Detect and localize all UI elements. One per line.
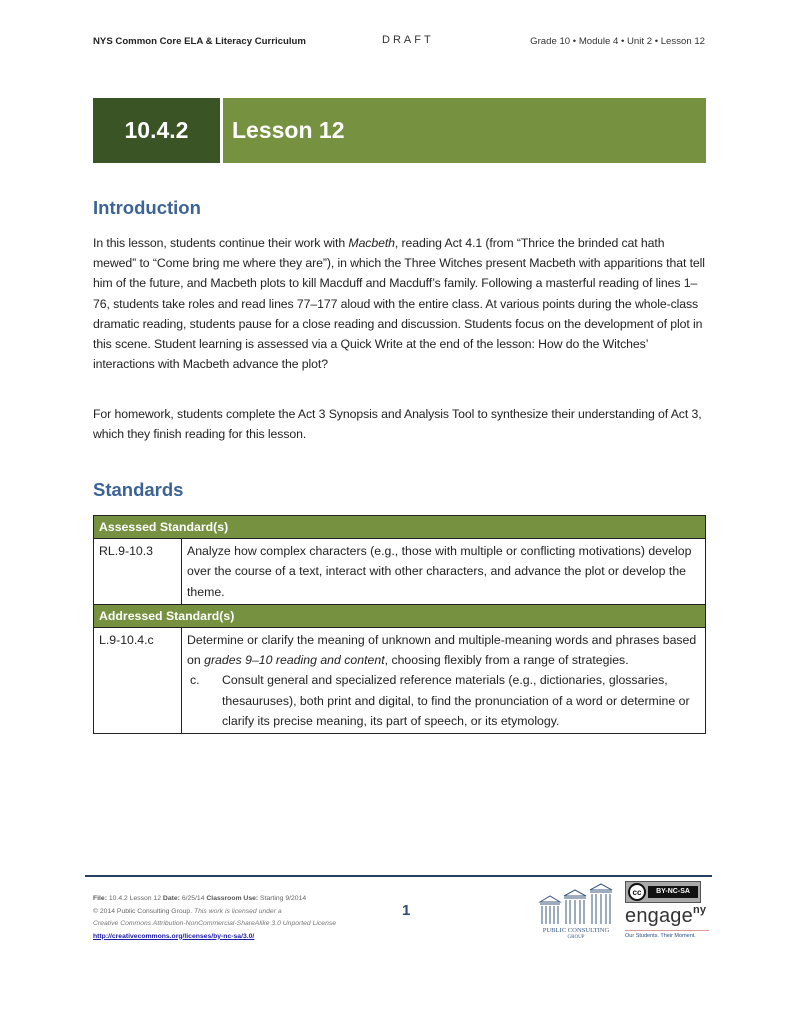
intro-text-cont: , reading Act 4.1 (from “Thrice the brinded cat hath mewed” to “Come bring me where they are”), in which the Three Witches present Macbeth with apparitions that tell him of the future, and Macbeth plots to kill Macduff and Macduff’s family. Following a masterful reading of lines 1–76, students take roles and read lines 77–177 aloud with the entire class. At various points during the whole-class dramatic reading, students pause for a close reading and discussion. Students focus on the development of plot in this scene. Student learning is assessed via a Quick Write at the end of the lesson: How do the Witches’ interactions with Macbeth advance the plot? (93, 236, 705, 372)
assessed-header: Assessed Standard(s) (94, 516, 706, 539)
footer-divider (85, 875, 712, 877)
sub-standard-text: Consult general and specialized reference materials (e.g., dictionaries, glossaries, thesauruses), both print and digital, to find the pronunciation of a word or determine or clarify its precise meaning, its part of speech, or its etymology. (222, 673, 690, 728)
homework-paragraph: For homework, students complete the Act 3 Synopsis and Analysis Tool to synthesize their understanding of Act 3, which they finish reading for this lesson. (93, 407, 702, 442)
introduction-heading: Introduction (93, 197, 201, 218)
engage-text: engage (625, 905, 693, 927)
table-row (94, 628, 706, 734)
lesson-title-block: Lesson 12 (223, 98, 706, 163)
draft-label: DRAFT (382, 34, 434, 46)
standard-code: RL.9-10.3 (94, 539, 182, 605)
lesson-number-block: 10.4.2 (93, 98, 220, 163)
license-text: This work is licensed under a (193, 907, 282, 915)
table-row (94, 539, 706, 605)
engage-ny-sup: ny (692, 904, 707, 916)
standards-table (93, 515, 706, 734)
date-value: 6/25/14 (181, 895, 205, 902)
file-label: File: (93, 895, 107, 902)
license-link[interactable]: http://creativecommons.org/licenses/by-nc-sa/3.0/ (93, 932, 255, 940)
intro-text-italic-title: Macbeth (348, 236, 395, 250)
standard-text (187, 630, 700, 670)
page-number: 1 (402, 902, 411, 919)
standard-text: Analyze how complex characters (e.g., those with multiple or conflicting motivations) develop over the course of a text, interact with other characters, and advance the plot or develop the theme. (182, 539, 706, 605)
license-link-line (93, 931, 336, 944)
use-label: Classroom Use: (206, 895, 259, 902)
date-label: Date: (162, 895, 180, 902)
lesson-location: Grade 10 • Module 4 • Unit 2 • Lesson 12 (530, 36, 705, 47)
standards-heading: Standards (93, 479, 184, 500)
engageny-underline (625, 930, 709, 931)
engageny-tagline: Our Students. Their Moment. (625, 933, 696, 939)
license-name: Creative Commons Attribution-NonCommercial-ShareAlike 3.0 Unported License (93, 920, 337, 927)
addressed-header-row (94, 604, 706, 627)
pcg-logo-text: PUBLIC CONSULTING (542, 927, 610, 934)
cc-terms: BY-NC-SA (648, 886, 698, 898)
use-value: Starting 9/2014 (260, 895, 307, 902)
introduction-paragraph (93, 233, 708, 374)
license-line (93, 918, 336, 931)
footer-info (93, 893, 336, 943)
cc-icon: cc (628, 883, 646, 901)
file-info-line (93, 893, 336, 906)
file-value: 10.4.2 Lesson 12 (108, 895, 162, 902)
standard-code: L.9-10.4.c (94, 628, 182, 734)
standard-text-italic: grades 9–10 reading and content (204, 653, 385, 668)
sub-standard-label: c. (190, 673, 200, 688)
intro-text: In this lesson, students continue their work with (93, 236, 349, 250)
pcg-logo-subtext: GROUP (567, 935, 585, 940)
pcg-logo (536, 880, 616, 942)
addressed-header: Addressed Standard(s) (94, 604, 706, 627)
sub-standard (187, 670, 700, 731)
copyright: © 2014 Public Consulting Group. (93, 907, 193, 915)
cc-license-badge (625, 881, 701, 903)
assessed-header-row (94, 516, 706, 539)
standard-text-cell (182, 628, 706, 734)
copyright-line (93, 906, 336, 919)
curriculum-title: NYS Common Core ELA & Literacy Curriculum (93, 36, 306, 47)
standard-text-part: , choosing flexibly from a range of strategies. (384, 653, 629, 668)
standard-text-part: Determine or clarify the meaning of unknown and multiple-meaning words and phrases based on (187, 633, 697, 668)
engageny-logo (625, 904, 706, 928)
